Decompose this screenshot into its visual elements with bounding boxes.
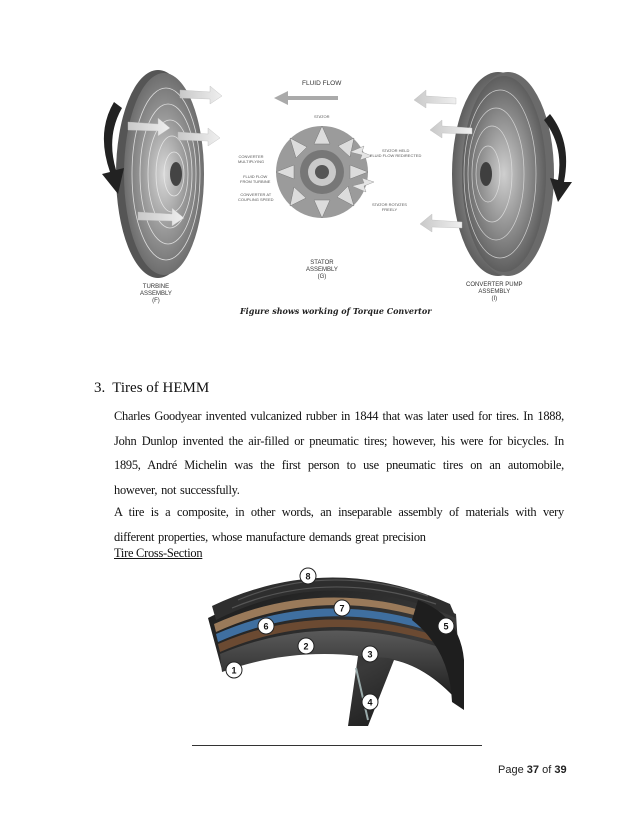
label-fluid-flow: FLUID FLOW [302, 80, 342, 87]
converter-pump-disc [452, 72, 554, 276]
page-number [498, 764, 567, 776]
callout-2 [298, 638, 314, 654]
svg-text:7: 7 [339, 603, 345, 614]
label-fluid-flow-from-turbine: FLUID FLOW FROM TURBINE [240, 174, 271, 184]
callout-6 [258, 618, 274, 634]
label-converter-pump-assembly: CONVERTER PUMP ASSEMBLY (I) [466, 282, 523, 302]
section-heading [94, 380, 209, 397]
label-converter-at-coupling: CONVERTER AT COUPLING SPEED [238, 192, 274, 202]
svg-text:1: 1 [231, 665, 237, 676]
callout-8 [300, 568, 316, 584]
paragraph-composite: A tire is a composite, in other words, an inseparable assembly of materials with very different properties, whose manufacture demands great precision [114, 505, 564, 544]
svg-text:5: 5 [443, 621, 449, 632]
section-title: Tires of HEMM [112, 380, 210, 396]
page-of-word: of [542, 764, 552, 776]
callout-3 [362, 646, 378, 662]
tire-cross-section-heading: Tire Cross-Section [114, 546, 203, 560]
tire-cross-section-illustration [198, 560, 470, 728]
section-number: 3. [94, 380, 106, 396]
label-turbine-assembly: TURBINE ASSEMBLY (F) [140, 284, 172, 304]
fluid-flow-arrow [274, 91, 338, 105]
torque-converter-figure [88, 62, 608, 332]
svg-text:2: 2 [303, 641, 309, 652]
page-total: 39 [554, 764, 567, 776]
callout-7 [334, 600, 350, 616]
label-stator: STATOR [314, 114, 330, 119]
page-word: Page [498, 764, 524, 776]
stator-wheel [276, 126, 374, 218]
label-converter-multiplying: CONVERTER MULTIPLYING [238, 154, 265, 164]
callout-1 [226, 662, 242, 678]
footer-rule [192, 745, 482, 746]
figure-caption: Figure shows working of Torque Convertor [240, 306, 432, 316]
page-current: 37 [526, 764, 540, 776]
svg-text:3: 3 [367, 649, 373, 660]
svg-text:6: 6 [263, 621, 269, 632]
svg-text:8: 8 [305, 571, 311, 582]
callout-5 [438, 618, 454, 634]
tire-cross-section-figure [198, 560, 470, 728]
callout-4 [362, 694, 378, 710]
label-stator-assembly: STATOR ASSEMBLY (G) [306, 260, 338, 280]
turbine-disc [116, 70, 204, 278]
paragraph-history: Charles Goodyear invented vulcanized rubber in 1844 that was later used for tires. In 1888, John Dunlop invented the air-filled or pneumatic tires; however, his were for bicycles. In 1895, André Michelin was the first person to use pneumatic tires on an automobile, however, not successfully. [114, 409, 564, 497]
label-stator-rotates-freely: STATOR ROTATES FREELY [372, 202, 407, 212]
label-stator-held: STATOR HELD FLUID FLOW REDIRECTED [370, 148, 422, 158]
svg-text:4: 4 [367, 697, 373, 708]
